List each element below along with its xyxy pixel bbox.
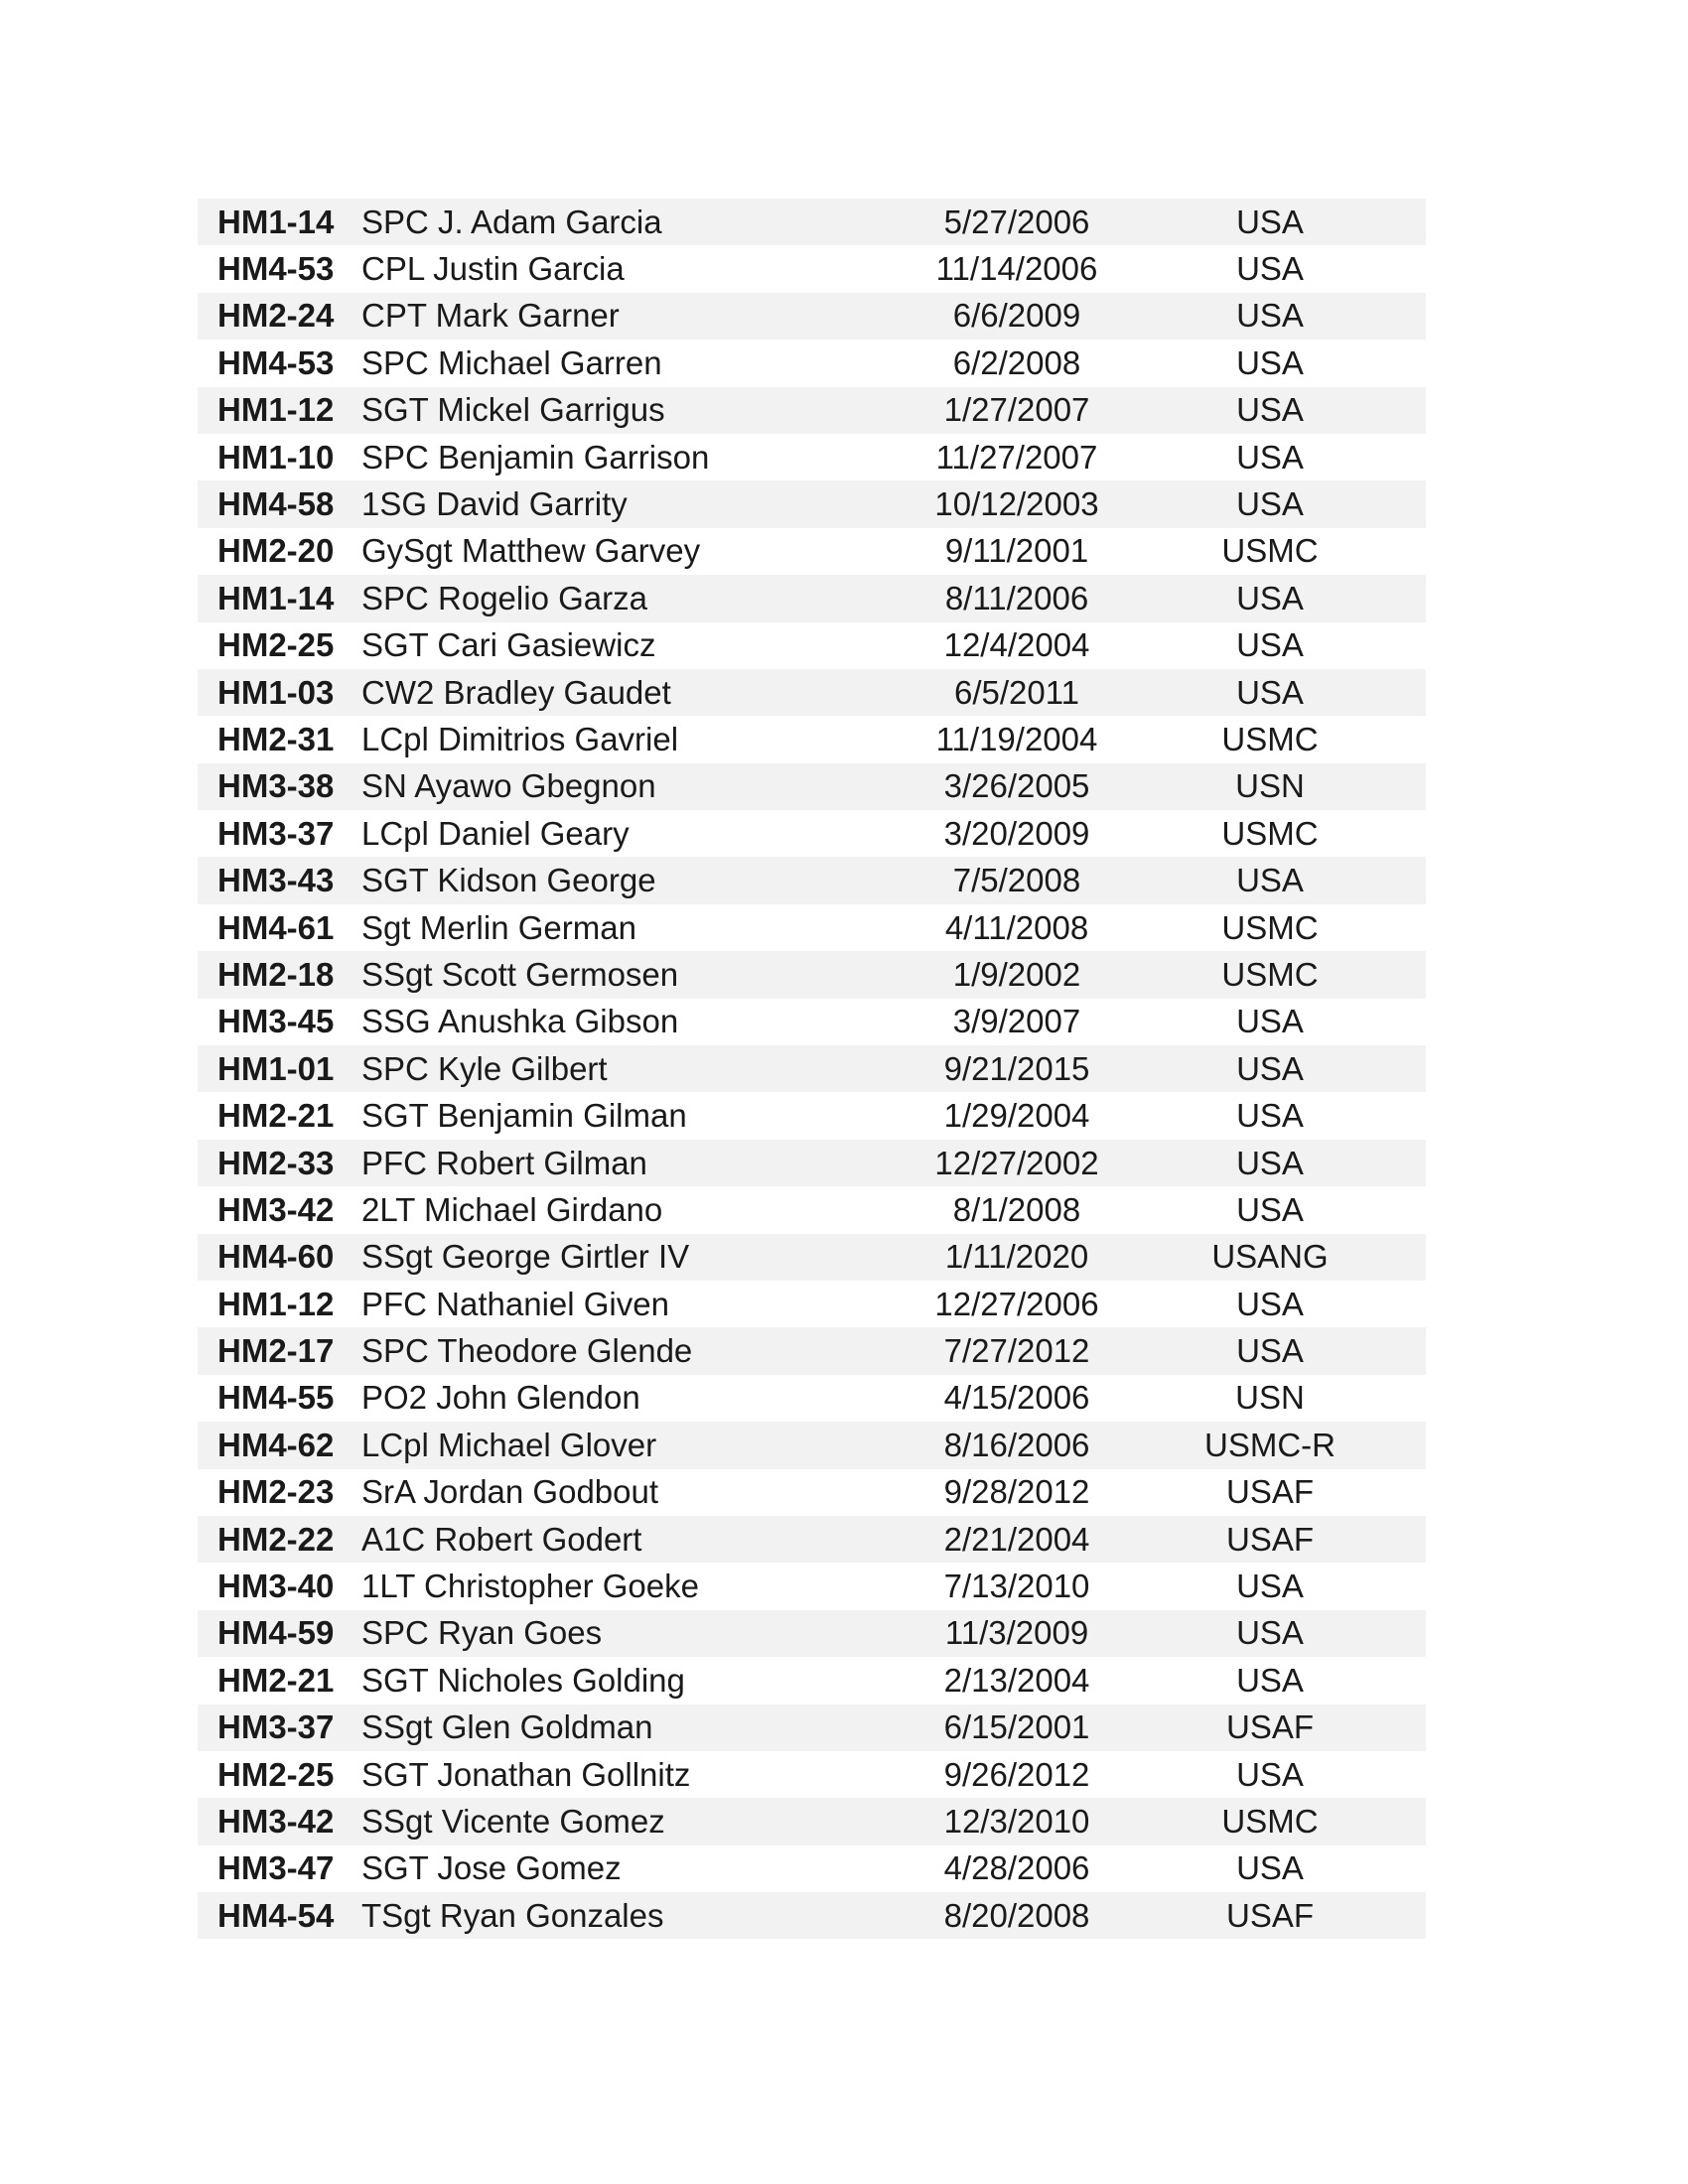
table-row	[198, 1845, 1426, 1892]
name-cell: SSgt Vicente Gomez	[361, 1802, 665, 1840]
branch-cell: USA	[1236, 1049, 1304, 1087]
branch-cell: USA	[1236, 1190, 1304, 1228]
unit-code-cell: HM2-24	[217, 297, 335, 335]
date-cell: 11/14/2006	[935, 250, 1098, 288]
unit-code-cell: HM3-42	[217, 1802, 335, 1840]
name-cell: SGT Jonathan Gollnitz	[361, 1755, 691, 1793]
date-cell: 9/28/2012	[943, 1473, 1090, 1511]
name-cell: SSgt Scott Germosen	[361, 955, 679, 993]
date-cell: 6/6/2009	[952, 297, 1081, 335]
table-row	[198, 1140, 1426, 1186]
date-cell: 7/27/2012	[943, 1332, 1090, 1370]
unit-code-cell: HM4-53	[217, 343, 335, 381]
branch-cell: USA	[1236, 1097, 1304, 1135]
date-cell: 6/15/2001	[943, 1708, 1090, 1746]
table-row	[198, 245, 1426, 292]
date-cell: 3/26/2005	[943, 767, 1090, 805]
unit-code-cell: HM2-22	[217, 1520, 335, 1558]
date-cell: 5/27/2006	[943, 203, 1090, 240]
branch-cell: USMC	[1221, 908, 1319, 946]
name-cell: SSgt Glen Goldman	[361, 1708, 653, 1746]
table-row	[198, 1234, 1426, 1281]
name-cell: SPC Ryan Goes	[361, 1614, 603, 1652]
unit-code-cell: HM4-62	[217, 1426, 335, 1463]
name-cell: GySgt Matthew Garvey	[361, 532, 701, 570]
unit-code-cell: HM1-01	[217, 1049, 335, 1087]
table-row	[198, 999, 1426, 1045]
date-cell: 8/20/2008	[943, 1896, 1090, 1934]
date-cell: 9/11/2001	[944, 532, 1089, 570]
branch-cell: USA	[1236, 1849, 1304, 1887]
date-cell: 11/27/2007	[935, 438, 1098, 476]
name-cell: 1SG David Garrity	[361, 485, 628, 523]
table-row	[198, 1516, 1426, 1563]
date-cell: 11/3/2009	[944, 1614, 1089, 1652]
name-cell: CPT Mark Garner	[361, 297, 620, 335]
name-cell: SGT Cari Gasiewicz	[361, 626, 656, 664]
branch-cell: USA	[1236, 579, 1304, 616]
date-cell: 7/5/2008	[952, 862, 1081, 899]
date-cell: 1/27/2007	[943, 391, 1090, 429]
date-cell: 7/13/2010	[943, 1568, 1090, 1605]
unit-code-cell: HM1-14	[217, 203, 335, 240]
branch-cell: USA	[1236, 391, 1304, 429]
table-row	[198, 763, 1426, 810]
branch-cell: USA	[1236, 1661, 1304, 1699]
name-cell: SPC Benjamin Garrison	[361, 438, 710, 476]
table-row	[198, 1705, 1426, 1751]
unit-code-cell: HM2-21	[217, 1097, 335, 1135]
table-row	[198, 1610, 1426, 1657]
name-cell: 1LT Christopher Goeke	[361, 1568, 699, 1605]
branch-cell: USMC	[1221, 532, 1319, 570]
unit-code-cell: HM4-60	[217, 1238, 335, 1276]
table-row	[198, 575, 1426, 621]
date-cell: 4/28/2006	[943, 1849, 1090, 1887]
unit-code-cell: HM1-14	[217, 579, 335, 616]
name-cell: LCpl Daniel Geary	[361, 814, 630, 852]
table-row	[198, 199, 1426, 245]
unit-code-cell: HM3-47	[217, 1849, 335, 1887]
branch-cell: USMC	[1221, 955, 1319, 993]
name-cell: 2LT Michael Girdano	[361, 1190, 663, 1228]
branch-cell: USMC-R	[1204, 1426, 1336, 1463]
table-row	[198, 716, 1426, 762]
table-row	[198, 1045, 1426, 1092]
branch-cell: USA	[1236, 250, 1304, 288]
name-cell: LCpl Michael Glover	[361, 1426, 657, 1463]
table-row	[198, 857, 1426, 903]
unit-code-cell: HM3-45	[217, 1003, 335, 1040]
table-row	[198, 528, 1426, 575]
branch-cell: USA	[1236, 1332, 1304, 1370]
table-row	[198, 1422, 1426, 1468]
date-cell: 6/5/2011	[953, 673, 1079, 711]
date-cell: 1/29/2004	[943, 1097, 1090, 1135]
branch-cell: USAF	[1225, 1896, 1314, 1934]
unit-code-cell: HM4-59	[217, 1614, 335, 1652]
date-cell: 4/15/2006	[943, 1379, 1090, 1417]
table-row	[198, 1092, 1426, 1139]
branch-cell: USA	[1236, 1568, 1304, 1605]
branch-cell: USAF	[1225, 1708, 1314, 1746]
table-row	[198, 1798, 1426, 1844]
name-cell: SPC Michael Garren	[361, 343, 662, 381]
branch-cell: USANG	[1211, 1238, 1329, 1276]
table-row	[198, 1751, 1426, 1798]
unit-code-cell: HM1-03	[217, 673, 335, 711]
unit-code-cell: HM4-54	[217, 1896, 335, 1934]
date-cell: 2/21/2004	[943, 1520, 1090, 1558]
name-cell: SGT Benjamin Gilman	[361, 1097, 687, 1135]
branch-cell: USA	[1236, 1614, 1304, 1652]
name-cell: SGT Jose Gomez	[361, 1849, 622, 1887]
date-cell: 8/16/2006	[943, 1426, 1090, 1463]
unit-code-cell: HM4-58	[217, 485, 335, 523]
table-row	[198, 1281, 1426, 1327]
branch-cell: USA	[1236, 485, 1304, 523]
name-cell: SGT Kidson George	[361, 862, 656, 899]
unit-code-cell: HM4-61	[217, 908, 335, 946]
name-cell: SGT Nicholes Golding	[361, 1661, 685, 1699]
unit-code-cell: HM2-20	[217, 532, 335, 570]
unit-code-cell: HM1-10	[217, 438, 335, 476]
name-cell: CW2 Bradley Gaudet	[361, 673, 671, 711]
name-cell: PFC Robert Gilman	[361, 1144, 647, 1181]
branch-cell: USN	[1235, 767, 1305, 805]
date-cell: 12/27/2002	[934, 1144, 1099, 1181]
unit-code-cell: HM4-53	[217, 250, 335, 288]
unit-code-cell: HM3-43	[217, 862, 335, 899]
branch-cell: USA	[1236, 1144, 1304, 1181]
table-row	[198, 669, 1426, 716]
name-cell: Sgt Merlin German	[361, 908, 636, 946]
date-cell: 1/11/2020	[944, 1238, 1089, 1276]
unit-code-cell: HM3-37	[217, 1708, 335, 1746]
unit-code-cell: HM3-38	[217, 767, 335, 805]
branch-cell: USA	[1236, 1755, 1304, 1793]
branch-cell: USA	[1236, 1285, 1304, 1322]
table-row	[198, 904, 1426, 951]
name-cell: SSgt George Girtler IV	[361, 1238, 690, 1276]
date-cell: 12/4/2004	[943, 626, 1090, 664]
unit-code-cell: HM1-12	[217, 391, 335, 429]
unit-code-cell: HM3-37	[217, 814, 335, 852]
unit-code-cell: HM2-25	[217, 626, 335, 664]
branch-cell: USA	[1236, 1003, 1304, 1040]
table-row	[198, 1469, 1426, 1516]
table-row	[198, 1563, 1426, 1609]
branch-cell: USMC	[1221, 1802, 1319, 1840]
table-row	[198, 1375, 1426, 1422]
branch-cell: USAF	[1225, 1520, 1314, 1558]
unit-code-cell: HM3-42	[217, 1190, 335, 1228]
name-cell: SN Ayawo Gbegnon	[361, 767, 656, 805]
name-cell: SGT Mickel Garrigus	[361, 391, 665, 429]
table-row	[198, 810, 1426, 857]
branch-cell: USMC	[1221, 814, 1319, 852]
name-cell: SPC Kyle Gilbert	[361, 1049, 608, 1087]
branch-cell: USA	[1236, 862, 1304, 899]
unit-code-cell: HM2-21	[217, 1661, 335, 1699]
unit-code-cell: HM2-17	[217, 1332, 335, 1370]
table-row	[198, 434, 1426, 480]
date-cell: 4/11/2008	[944, 908, 1089, 946]
date-cell: 9/26/2012	[943, 1755, 1090, 1793]
table-row	[198, 1657, 1426, 1704]
name-cell: SPC Theodore Glende	[361, 1332, 693, 1370]
unit-code-cell: HM2-23	[217, 1473, 335, 1511]
roster-table	[198, 199, 1426, 1939]
table-row	[198, 951, 1426, 998]
table-row	[198, 622, 1426, 669]
name-cell: SPC Rogelio Garza	[361, 579, 647, 616]
date-cell: 8/11/2006	[944, 579, 1089, 616]
branch-cell: USA	[1236, 343, 1304, 381]
unit-code-cell: HM2-31	[217, 720, 335, 757]
branch-cell: USA	[1236, 297, 1304, 335]
table-row	[198, 1186, 1426, 1233]
name-cell: SPC J. Adam Garcia	[361, 203, 662, 240]
branch-cell: USA	[1236, 673, 1304, 711]
branch-cell: USA	[1236, 203, 1304, 240]
unit-code-cell: HM2-25	[217, 1755, 335, 1793]
date-cell: 8/1/2008	[952, 1190, 1081, 1228]
name-cell: CPL Justin Garcia	[361, 250, 625, 288]
name-cell: TSgt Ryan Gonzales	[361, 1896, 664, 1934]
table-row	[198, 293, 1426, 340]
table-row	[198, 480, 1426, 527]
branch-cell: USA	[1236, 438, 1304, 476]
date-cell: 6/2/2008	[952, 343, 1081, 381]
date-cell: 3/9/2007	[952, 1003, 1081, 1040]
name-cell: A1C Robert Godert	[361, 1520, 642, 1558]
date-cell: 1/9/2002	[952, 955, 1081, 993]
table-row	[198, 340, 1426, 386]
date-cell: 2/13/2004	[943, 1661, 1090, 1699]
unit-code-cell: HM1-12	[217, 1285, 335, 1322]
name-cell: PFC Nathaniel Given	[361, 1285, 669, 1322]
date-cell: 11/19/2004	[935, 720, 1098, 757]
branch-cell: USAF	[1225, 1473, 1314, 1511]
table-row	[198, 1327, 1426, 1374]
unit-code-cell: HM2-33	[217, 1144, 335, 1181]
unit-code-cell: HM4-55	[217, 1379, 335, 1417]
date-cell: 9/21/2015	[943, 1049, 1090, 1087]
name-cell: LCpl Dimitrios Gavriel	[361, 720, 679, 757]
date-cell: 12/27/2006	[934, 1285, 1099, 1322]
date-cell: 3/20/2009	[943, 814, 1090, 852]
table-row	[198, 1892, 1426, 1939]
branch-cell: USN	[1235, 1379, 1305, 1417]
branch-cell: USA	[1236, 626, 1304, 664]
name-cell: PO2 John Glendon	[361, 1379, 640, 1417]
name-cell: SrA Jordan Godbout	[361, 1473, 659, 1511]
date-cell: 12/3/2010	[943, 1802, 1090, 1840]
name-cell: SSG Anushka Gibson	[361, 1003, 679, 1040]
unit-code-cell: HM3-40	[217, 1568, 335, 1605]
unit-code-cell: HM2-18	[217, 955, 335, 993]
branch-cell: USMC	[1221, 720, 1319, 757]
table-row	[198, 387, 1426, 434]
date-cell: 10/12/2003	[934, 485, 1099, 523]
